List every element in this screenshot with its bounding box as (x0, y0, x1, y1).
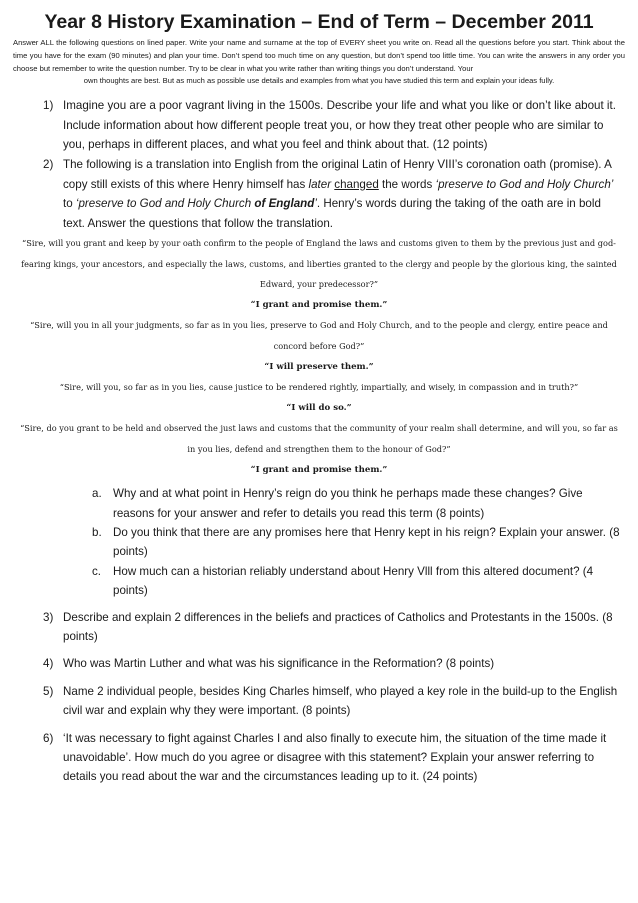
question-number: 3) (43, 610, 54, 624)
question-text: Imagine you are a poor vagrant living in the 1500s. Describe your life and what you like or don’t like about it. Include information about how different people treat you, or how they treat other people who are similar to you, perhaps in different places, and what you feel and think about that. (12 points) (63, 99, 616, 151)
page-title: Year 8 History Examination – End of Term – December 2011 (44, 11, 594, 33)
question-text (63, 158, 613, 229)
oath-answer: “I grant and promise them.” (250, 299, 388, 310)
oath-question-2 (13, 315, 625, 377)
subquestion-list (13, 484, 625, 600)
oath-answer: “I grant and promise them.” (250, 464, 388, 475)
question-text: ‘It was necessary to fight against Charles I and also finally to execute him, the situation of the time made it unavoidable’. How much do you agree or disagree with this statement? Explain your answer referring to details you read about the war and the circumstances leading up to it. (24 points) (63, 731, 607, 784)
text-part: the words (378, 177, 436, 191)
instructions (13, 37, 625, 88)
question-4 (13, 654, 625, 673)
question-number: 4) (43, 657, 54, 671)
text-part: The following is a translation into English from the original Latin of Henry VIII’s coronation oath (promise). A copy still exists of this where Henry himself has (63, 158, 612, 191)
emphasis-of-england: of England (254, 197, 315, 211)
question-number: 2) (43, 158, 54, 172)
instructions-last-line: own thoughts are best. But as much as possible use details and examples from what you have studied this term and explain your ideas fully. (83, 76, 555, 86)
text-part: ‘preserve to God and Holy Church (75, 197, 255, 211)
question-list (13, 96, 625, 233)
coronation-oath (13, 233, 625, 480)
question-text: Who was Martin Luther and what was his significance in the Reformation? (8 points) (63, 657, 495, 671)
subquestion-c (13, 562, 625, 601)
question-1 (13, 96, 625, 154)
question-number: 6) (43, 731, 54, 745)
subquestion-text: Why and at what point in Henry’s reign do you think he perhaps made these changes? Give reasons for your answer and refer to details you read this term (8 points) (113, 487, 583, 520)
text-part: ’ (314, 197, 317, 211)
oath-question-text: “Sire, do you grant to be held and observed the just laws and customs that the community of your realm shall determine, and will you, so far as in you lies, defend and strengthen them to the honour of God?” (20, 423, 618, 454)
quote-altered (76, 197, 317, 210)
question-2 (13, 155, 625, 233)
question-5 (13, 682, 625, 721)
emphasis-changed: changed (334, 177, 379, 191)
subquestion-a (13, 484, 625, 523)
emphasis-later: later (308, 177, 332, 191)
subquestion-letter: c. (92, 564, 102, 578)
question-list-continued (13, 608, 625, 787)
subquestion-letter: b. (92, 525, 102, 539)
subquestion-letter: a. (92, 487, 102, 501)
oath-question-3 (13, 377, 625, 418)
subquestion-b (13, 523, 625, 562)
instructions-main: Answer ALL the following questions on lined paper. Write your name and surname at the top of EVERY sheet you write on. Read all the questions before you start. Think about the time you have for the exam (90 minutes) and plan your time. Don’t spend too much time on any question, but don’t spend too little time. You can write the answers in any order you choose but remember to write the question number. Try to be clear in what you write rather than writing things you don’t understand. Your (13, 38, 625, 73)
text-part: . Henry’s words during the taking of the oath are in bold text. Answer the questions that follow the translation. (63, 197, 601, 230)
oath-answer: “I will do so.” (286, 402, 352, 413)
subquestion-text: How much can a historian reliably understand about Henry Vlll from this altered document? (4 points) (113, 564, 594, 598)
question-number: 5) (43, 684, 54, 698)
question-3 (13, 608, 625, 647)
question-number: 1) (43, 99, 54, 113)
question-text: Name 2 individual people, besides King Charles himself, who played a key role in the build-up to the English civil war and explain why they were important. (8 points) (63, 684, 618, 718)
question-text: Describe and explain 2 differences in the beliefs and practices of Catholics and Protestants in the 1500s. (8 points) (63, 610, 613, 643)
question-6 (13, 729, 625, 787)
oath-answer: “I will preserve them.” (264, 361, 374, 372)
oath-question-text: “Sire, will you in all your judgments, so far as in you lies, preserve to God and Holy Church, and to the people and clergy, entire peace and concord before God?” (30, 320, 608, 351)
subquestion-text: Do you think that there are any promises here that Henry kept in his reign? Explain your answer. (8 points) (113, 525, 620, 559)
oath-question-text: “Sire, will you, so far as in you lies, cause justice to be rendered rightly, impartially, and wisely, in compassion and in truth?” (59, 382, 579, 393)
quote-original: ‘preserve to God and Holy Church’ (435, 177, 614, 191)
oath-question-text: “Sire, will you grant and keep by your oath confirm to the people of England the laws and customs given to them by the previous just and god-fearing kings, your ancestors, and especially the laws, customs, and liberties granted to the clergy and people by the glorious king, the sainted Edward, your predecessor?” (21, 238, 617, 290)
oath-question-1 (13, 233, 625, 315)
oath-question-4 (13, 418, 625, 480)
text-part: to (63, 197, 76, 211)
